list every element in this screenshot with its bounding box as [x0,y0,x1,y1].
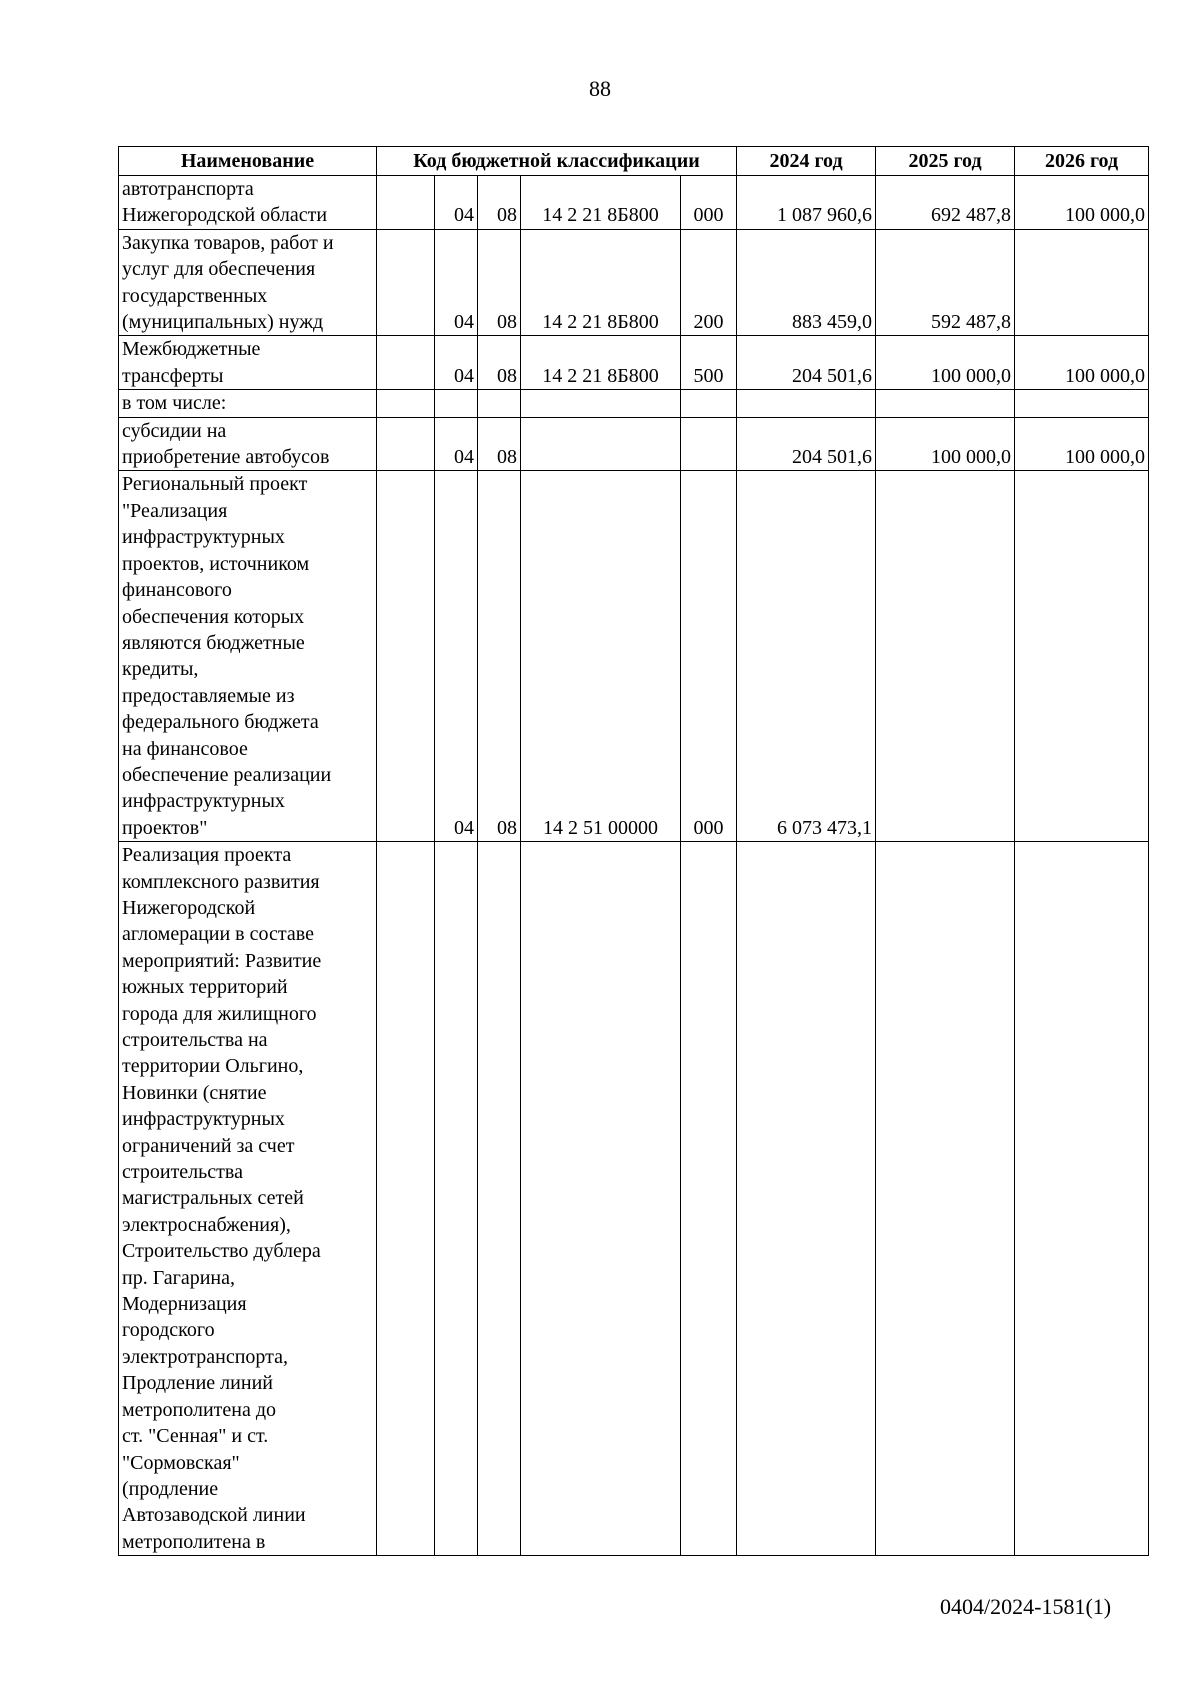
amount-2026 [1015,842,1149,1556]
amount-2026 [1015,390,1149,417]
amount-2026: 100 000,0 [1015,336,1149,390]
code-target-article [521,842,681,1556]
amount-2026: 100 000,0 [1015,176,1149,230]
code-target-article: 14 2 21 8Б800 [521,229,681,336]
code-expense-type: 500 [681,336,737,390]
budget-table [118,146,1149,1556]
header-name: Наименование [119,147,377,176]
code-target-article: 14 2 21 8Б800 [521,336,681,390]
code-blank [377,417,435,471]
amount-2024: 883 459,0 [737,229,876,336]
code-subsection: 08 [478,471,521,842]
table-row [119,229,1149,336]
row-name: в том числе: [119,390,377,417]
table-row [119,390,1149,417]
amount-2025 [876,390,1015,417]
code-section [435,842,478,1556]
amount-2024: 6 073 473,1 [737,471,876,842]
code-expense-type [681,417,737,471]
table-row [119,417,1149,471]
code-blank [377,390,435,417]
document-code: 0404/2024-1581(1) [940,1594,1112,1619]
code-target-article [521,390,681,417]
amount-2026: 100 000,0 [1015,417,1149,471]
code-blank [377,176,435,230]
table-row [119,471,1149,842]
amount-2025: 592 487,8 [876,229,1015,336]
code-section: 04 [435,229,478,336]
code-subsection [478,842,521,1556]
code-blank [377,336,435,390]
code-subsection: 08 [478,229,521,336]
code-section [435,390,478,417]
header-2024: 2024 год [737,147,876,176]
amount-2025 [876,471,1015,842]
amount-2024: 1 087 960,6 [737,176,876,230]
amount-2025 [876,842,1015,1556]
code-section: 04 [435,336,478,390]
amount-2024: 204 501,6 [737,417,876,471]
row-name: субсидии на приобретение автобусов [119,417,377,471]
code-expense-type: 000 [681,471,737,842]
amount-2024 [737,842,876,1556]
row-name: автотранспорта Нижегородской области [119,176,377,230]
code-subsection: 08 [478,417,521,471]
amount-2024: 204 501,6 [737,336,876,390]
table-row [119,336,1149,390]
header-2025: 2025 год [876,147,1015,176]
amount-2026 [1015,471,1149,842]
code-expense-type: 000 [681,176,737,230]
amount-2025: 100 000,0 [876,417,1015,471]
page-number: 88 [589,76,611,101]
code-section: 04 [435,471,478,842]
amount-2024 [737,390,876,417]
header-budget-code: Код бюджетной классификации [377,147,737,176]
header-2026: 2026 год [1015,147,1149,176]
code-target-article [521,417,681,471]
amount-2026 [1015,229,1149,336]
code-subsection: 08 [478,336,521,390]
code-blank [377,471,435,842]
code-target-article: 14 2 51 00000 [521,471,681,842]
row-name: Закупка товаров, работ и услуг для обеспечения государственных (муниципальных) нужд [119,229,377,336]
code-section: 04 [435,176,478,230]
code-blank [377,229,435,336]
row-name: Региональный проект "Реализация инфраструктурных проектов, источником финансового обеспечения которых являются бюджетные кредиты, предоставляемые из федерального бюджета на финансовое обеспечение реализации инфраструктурных проектов" [119,471,377,842]
code-expense-type: 200 [681,229,737,336]
amount-2025: 692 487,8 [876,176,1015,230]
table-header-row [119,147,1149,176]
code-blank [377,842,435,1556]
code-subsection: 08 [478,176,521,230]
amount-2025: 100 000,0 [876,336,1015,390]
row-name: Реализация проекта комплексного развития Нижегородской агломерации в составе мероприятий: Развитие южных территорий города для жилищного строительства на территории Ольгино, Новинки (снятие инфраструктурных ограничений за счет строительства магистральных сетей электроснабжения), Строительство дублера пр. Гагарина, Модернизация городского электротранспорта, Продление линий метрополитена до ст. "Сенная" и ст. "Сормовская" (продление Автозаводской линии метрополитена в [119,842,377,1556]
table-row [119,176,1149,230]
code-expense-type [681,390,737,417]
code-expense-type [681,842,737,1556]
row-name: Межбюджетные трансферты [119,336,377,390]
code-subsection [478,390,521,417]
code-target-article: 14 2 21 8Б800 [521,176,681,230]
table-row [119,842,1149,1556]
code-section: 04 [435,417,478,471]
